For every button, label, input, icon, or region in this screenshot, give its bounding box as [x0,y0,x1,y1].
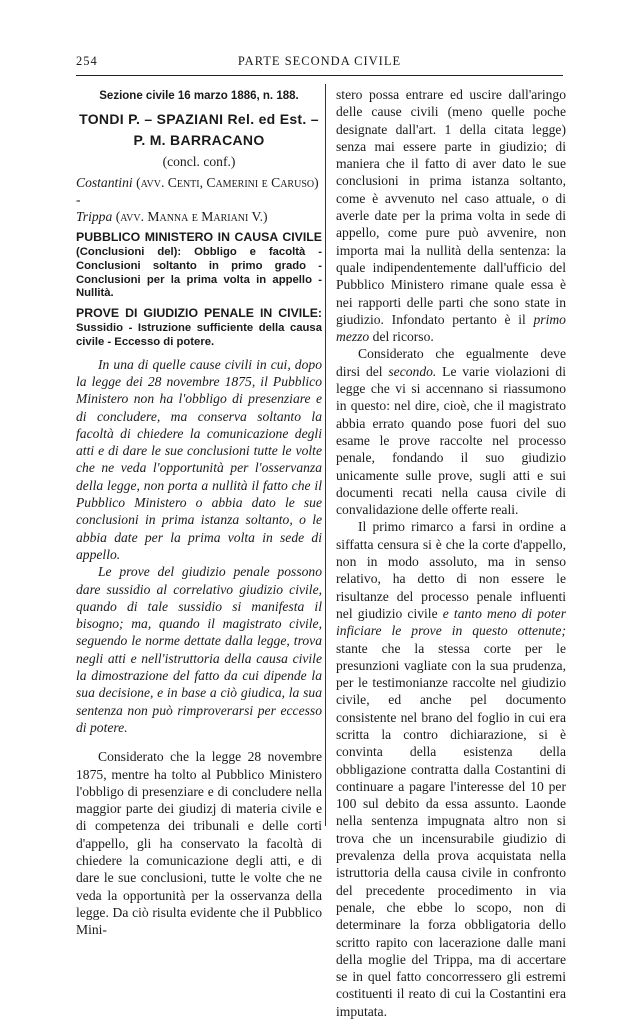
party-2 [76,208,322,225]
left-column [76,86,322,938]
conclusions-note: (concl. conf.) [162,154,236,169]
headnote-2-heading: PROVE DI GIUDIZIO PENALE IN CIVILE: [76,306,322,321]
running-title: PARTE SECONDA CIVILE [237,54,402,68]
right-p3-italic: e tanto meno di poter inficiare le prove in questo ottenute; [336,605,566,639]
right-p2-start: Considerato che egualmente deve dirsi del [336,346,566,379]
headnote-1-text: (Conclusioni del): Obbligo e facoltà - Conclusioni soltanto in primo grado - Conclusioni per la prima volta in appello - Nullità. [76,246,322,300]
right-p2-rest: Le varie violazioni di legge che vi si accennano si riassumono in questo: nel dire, cioè, che il magistrato abbia errato quando pose fuori del suo esame le prove raccolte nel processo penale, fondando il suo giudizio unicamente sulle prove, sugli atti e sui documenti recati nella causa civile di convalidazione delle offerte reali. [336,363,566,518]
spacer [76,736,322,748]
party-1-lawyers: (avv. Centi, Camerini e Caruso) - [76,175,319,208]
page-header [76,54,563,74]
right-p1-tail: del ricorso. [372,329,434,345]
right-p3-rest: stante che la stessa corte per le presunzioni vagliate con la sua prudenza, per le testimonianze raccolte nel giudizio civile, ed anche pel documento consistente nel brano del foglio in cui era scritta la contro dichiarazione, si è convinta della esistenza della obbligazione contratta dalla Costantini di continuare a pagare l'interesse del 10 per 100 sul debito da essa assunto. Laonde nella sentenza impugnata altro non si trova che un incensurabile giudizio di prevalenza della prova acquistata nella istruttoria della causa civile in confronto del precedente procedimento in via penale, che ebbe lo scopo, non di determinare la forza obbligatoria dello scritto rapito con lacerazione dalle mani della moglie del Trippa, ma di accertare se in quel fatto concorressero gli estremi costituenti il reato di cui la Costantini era imputata. [336,640,566,1019]
right-p1-italic: primo mezzo [336,311,566,345]
headnote-1-heading: PUBBLICO MINISTERO IN CAUSA CIVILE [76,230,322,245]
column-divider [325,84,326,826]
right-paragraph-1 [336,86,566,345]
headnote-2 [76,307,322,349]
judges-line-2: P. M. BARRACANO [133,132,265,148]
parties [76,174,322,225]
section-citation: Sezione civile 16 marzo 1886, n. 188. [99,90,299,102]
right-paragraph-2 [336,345,566,518]
right-p3-start: Il primo rimarco a farsi in ordine a siffatta censura si è che la corte d'appello, non in modo assoluto, ma in senso relativo, ha detto di non essere le risultanze del processo penale influenti nel giudizio civile [336,519,566,621]
party-1-name: Costantini [76,175,133,191]
right-paragraph-3 [336,518,566,1020]
right-p1-text: stero possa entrare ed uscire dall'aringo delle cause civili (meno quelle poche designate dall'art. 1 della citata legge) senza mai essere parte in giudizio; di maniera che il fatto di aver dato le sue conclusioni in prima istanza soltanto, come è avvenuto nel caso attuale, o di averle date per la prima volta in sede di appello, come pure può avvenire, non importa mai la nullità della sentenza: la quale indipendentemente dall'ufficio del Pubblico Ministero rimane quale essa è nei rapporti delle parti che sono state in giudizio. Infondato pertanto è il [336,87,566,327]
left-body-paragraph: Considerato che la legge 28 novembre 1875, mentre ha tolto al Pubblico Ministero l'obbligo di presenziare e di concludere nella maggior parte dei giudizj di materia civile e di competenza dei tribunali e delle corti d'appello, gli ha conservato la facoltà di chiedere la comunicazione degli atti, e di dare le sue conclusioni, tutte le volte che ne veda la opportunità per la osservanza della legge. Da ciò risulta evidente che il Pubblico Mini- [76,749,322,938]
party-2-lawyers: (avv. Manna e Mariani V.) [115,209,268,225]
header-rule [76,75,563,76]
headnote-1 [76,231,322,301]
party-1 [76,174,322,208]
page-number: 254 [76,54,98,68]
maxim-1: In una di quelle cause civili in cui, dopo la legge dei 28 novembre 1875, il Pubblico Ministero non ha l'obbligo di presenziare e di concludere, ma conserva soltanto la facoltà di chiedere la comunicazione degli atti e di dare le sue conclusioni tutte le volte che ne veda l'opportunità per l'osservanza della legge, non porta a nullità il fatto che il Pubblico Ministero o abbia dato le sue conclusioni in prima istanza soltanto, o le abbia date per la prima volta in sede di appello. [76,356,322,562]
judges-line-1: TONDI P. – SPAZIANI Rel. ed Est. – [79,111,319,127]
party-2-name: Trippa [76,209,113,225]
maxim-2: Le prove del giudizio penale possono dare sussidio al correlativo giudizio civile, quando di tale sussidio si manifesta il bisogno; ma, quando il magistrato civile, seguendo le norme dettate dalla legge, trova negli atti e nell'istruttoria della causa civile la dimostrazione del fatto da cui dipende la sua decisione, e in base a ciò giudica, la sua sentenza non può rimproverarsi per eccesso di potere. [76,564,322,735]
right-column [336,86,566,1020]
right-p2-italic: secondo. [388,363,437,379]
headnote-2-text: Sussidio - Istruzione sufficiente della causa civile - Eccesso di potere. [76,322,322,348]
